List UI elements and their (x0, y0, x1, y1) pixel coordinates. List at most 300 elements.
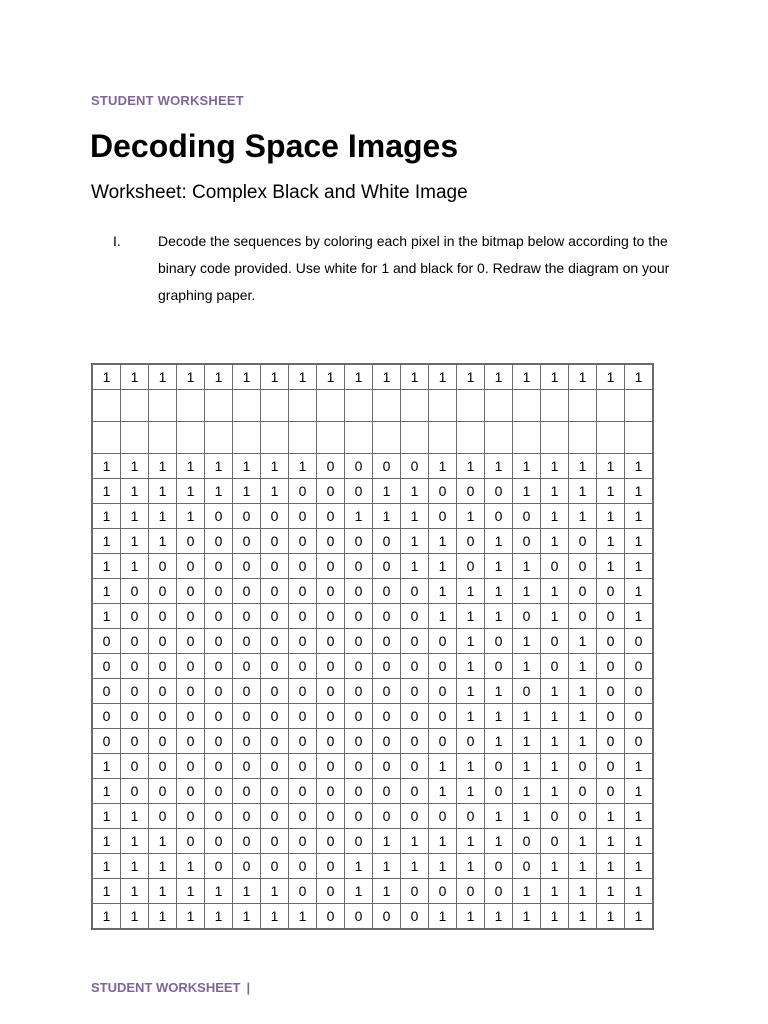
grid-cell: 1 (513, 754, 541, 779)
grid-cell: 1 (513, 779, 541, 804)
grid-row (92, 904, 653, 930)
grid-cell: 0 (401, 879, 429, 904)
grid-cell: 1 (569, 704, 597, 729)
grid-cell: 0 (457, 804, 485, 829)
grid-cell: 1 (625, 779, 654, 804)
grid-cell: 0 (205, 829, 233, 854)
grid-cell: 0 (233, 829, 261, 854)
grid-cell: 1 (625, 364, 654, 390)
grid-cell: 1 (569, 854, 597, 879)
grid-cell: 0 (149, 554, 177, 579)
grid-cell: 0 (317, 779, 345, 804)
grid-cell (261, 422, 289, 454)
grid-cell: 0 (261, 604, 289, 629)
grid-cell: 1 (569, 729, 597, 754)
grid-cell: 1 (625, 879, 654, 904)
grid-cell (401, 422, 429, 454)
grid-cell: 1 (541, 879, 569, 904)
grid-cell: 0 (149, 629, 177, 654)
grid-cell: 1 (149, 454, 177, 479)
grid-cell: 0 (485, 654, 513, 679)
grid-cell: 1 (92, 529, 121, 554)
grid-cell: 1 (457, 779, 485, 804)
grid-cell: 0 (597, 604, 625, 629)
grid-cell: 1 (513, 654, 541, 679)
grid-cell: 0 (261, 729, 289, 754)
grid-cell: 0 (92, 654, 121, 679)
grid-cell: 1 (149, 504, 177, 529)
grid-cell: 0 (289, 654, 317, 679)
grid-cell: 1 (317, 364, 345, 390)
grid-cell: 1 (205, 879, 233, 904)
grid-cell: 0 (289, 729, 317, 754)
grid-cell: 1 (429, 854, 457, 879)
grid-cell: 0 (569, 529, 597, 554)
grid-cell: 1 (429, 554, 457, 579)
grid-cell: 0 (149, 654, 177, 679)
grid-cell: 0 (597, 629, 625, 654)
grid-row (92, 629, 653, 654)
grid-cell: 0 (149, 579, 177, 604)
grid-cell: 1 (92, 829, 121, 854)
grid-cell: 1 (541, 904, 569, 930)
grid-cell: 0 (541, 804, 569, 829)
grid-cell: 0 (317, 629, 345, 654)
grid-cell: 1 (457, 629, 485, 654)
grid-cell: 0 (317, 579, 345, 604)
grid-cell: 0 (261, 679, 289, 704)
grid-cell: 0 (233, 754, 261, 779)
grid-cell: 0 (289, 704, 317, 729)
grid-cell: 1 (625, 904, 654, 930)
grid-cell: 1 (541, 604, 569, 629)
grid-cell: 1 (541, 579, 569, 604)
grid-cell: 0 (177, 729, 205, 754)
grid-cell: 1 (121, 854, 149, 879)
grid-cell: 1 (373, 879, 401, 904)
grid-cell: 0 (541, 654, 569, 679)
grid-cell: 0 (177, 679, 205, 704)
grid-cell: 1 (541, 679, 569, 704)
grid-cell: 0 (289, 579, 317, 604)
grid-cell: 1 (457, 679, 485, 704)
grid-cell: 0 (373, 729, 401, 754)
grid-cell: 0 (373, 454, 401, 479)
grid-cell: 0 (373, 529, 401, 554)
grid-cell: 0 (345, 479, 373, 504)
grid-cell: 1 (92, 804, 121, 829)
grid-cell: 0 (177, 704, 205, 729)
grid-row (92, 604, 653, 629)
grid-cell: 0 (373, 579, 401, 604)
grid-cell (373, 422, 401, 454)
grid-cell: 0 (289, 679, 317, 704)
grid-row (92, 454, 653, 479)
grid-cell: 1 (569, 479, 597, 504)
grid-cell: 1 (177, 904, 205, 930)
grid-row (92, 754, 653, 779)
grid-cell: 1 (597, 554, 625, 579)
grid-cell: 1 (401, 829, 429, 854)
grid-row (92, 829, 653, 854)
grid-cell: 1 (625, 754, 654, 779)
grid-cell: 0 (149, 779, 177, 804)
grid-cell: 0 (373, 679, 401, 704)
grid-cell: 0 (149, 804, 177, 829)
grid-cell: 0 (401, 579, 429, 604)
grid-cell: 1 (485, 454, 513, 479)
grid-cell: 0 (373, 779, 401, 804)
grid-cell: 1 (261, 904, 289, 930)
grid-cell: 1 (485, 904, 513, 930)
grid-cell: 1 (401, 529, 429, 554)
grid-cell (233, 422, 261, 454)
grid-cell: 1 (92, 904, 121, 930)
grid-cell: 0 (401, 729, 429, 754)
grid-cell: 1 (149, 479, 177, 504)
footer-separator: | (246, 980, 251, 995)
grid-cell: 1 (401, 854, 429, 879)
grid-cell: 0 (401, 679, 429, 704)
grid-cell: 1 (121, 479, 149, 504)
grid-cell: 1 (233, 479, 261, 504)
grid-cell: 0 (205, 529, 233, 554)
grid-cell: 0 (345, 904, 373, 930)
grid-cell: 1 (289, 364, 317, 390)
grid-cell: 0 (541, 554, 569, 579)
grid-cell: 0 (177, 579, 205, 604)
grid-cell: 1 (569, 454, 597, 479)
grid-row (92, 729, 653, 754)
grid-cell: 0 (569, 804, 597, 829)
grid-cell: 0 (513, 529, 541, 554)
grid-cell (541, 390, 569, 422)
grid-cell: 0 (177, 779, 205, 804)
grid-cell: 1 (569, 654, 597, 679)
grid-cell: 1 (121, 879, 149, 904)
grid-cell: 0 (457, 879, 485, 904)
grid-cell: 0 (261, 804, 289, 829)
grid-cell: 1 (457, 829, 485, 854)
grid-cell (541, 422, 569, 454)
grid-cell: 1 (92, 479, 121, 504)
grid-cell: 0 (429, 704, 457, 729)
grid-cell: 1 (625, 604, 654, 629)
grid-cell: 1 (485, 804, 513, 829)
grid-row (92, 554, 653, 579)
grid-cell: 1 (205, 364, 233, 390)
grid-cell: 0 (233, 704, 261, 729)
grid-cell: 1 (205, 904, 233, 930)
grid-cell: 1 (513, 629, 541, 654)
grid-cell: 1 (429, 604, 457, 629)
grid-cell (429, 390, 457, 422)
grid-cell: 0 (149, 604, 177, 629)
grid-cell: 0 (429, 479, 457, 504)
grid-cell: 0 (317, 879, 345, 904)
grid-cell: 1 (233, 364, 261, 390)
grid-cell: 0 (121, 629, 149, 654)
grid-cell: 1 (121, 529, 149, 554)
grid-cell: 1 (233, 904, 261, 930)
grid-cell (345, 390, 373, 422)
grid-cell: 1 (457, 579, 485, 604)
instruction-number: I. (113, 233, 121, 249)
grid-cell: 1 (457, 754, 485, 779)
grid-cell: 0 (373, 704, 401, 729)
grid-cell: 0 (289, 529, 317, 554)
grid-cell: 0 (401, 804, 429, 829)
grid-row (92, 854, 653, 879)
grid-cell: 1 (513, 579, 541, 604)
grid-cell: 0 (289, 754, 317, 779)
grid-cell: 0 (233, 729, 261, 754)
grid-cell (289, 390, 317, 422)
grid-cell: 0 (429, 654, 457, 679)
grid-cell: 0 (317, 654, 345, 679)
grid-cell: 0 (317, 854, 345, 879)
grid-cell: 1 (345, 854, 373, 879)
grid-cell: 0 (233, 554, 261, 579)
grid-cell: 0 (317, 504, 345, 529)
grid-cell: 0 (289, 504, 317, 529)
grid-row (92, 579, 653, 604)
grid-cell: 0 (289, 629, 317, 654)
grid-cell: 0 (345, 754, 373, 779)
grid-cell: 1 (513, 554, 541, 579)
grid-cell (261, 390, 289, 422)
grid-row (92, 679, 653, 704)
footer-label (91, 980, 250, 995)
grid-cell (92, 390, 121, 422)
header-label: STUDENT WORKSHEET (91, 93, 244, 108)
grid-cell: 0 (457, 729, 485, 754)
grid-cell: 1 (373, 829, 401, 854)
grid-cell: 1 (457, 364, 485, 390)
grid-cell: 0 (541, 829, 569, 854)
grid-cell: 0 (121, 729, 149, 754)
grid-cell: 0 (149, 679, 177, 704)
grid-cell: 1 (569, 364, 597, 390)
grid-cell: 0 (317, 804, 345, 829)
grid-cell: 0 (205, 804, 233, 829)
grid-cell (345, 422, 373, 454)
grid-cell: 0 (401, 654, 429, 679)
grid-cell: 1 (92, 554, 121, 579)
grid-cell: 0 (401, 779, 429, 804)
grid-cell: 0 (317, 704, 345, 729)
grid-cell: 0 (569, 579, 597, 604)
instruction-item (91, 228, 681, 309)
grid-cell: 1 (485, 579, 513, 604)
grid-cell: 0 (345, 804, 373, 829)
grid-cell: 1 (485, 554, 513, 579)
grid-cell (177, 390, 205, 422)
grid-cell: 1 (513, 904, 541, 930)
grid-cell: 0 (261, 779, 289, 804)
grid-cell: 1 (541, 529, 569, 554)
grid-cell: 0 (149, 754, 177, 779)
grid-cell: 1 (233, 879, 261, 904)
grid-cell: 0 (597, 754, 625, 779)
grid-cell: 0 (373, 654, 401, 679)
grid-cell: 1 (121, 904, 149, 930)
grid-cell: 1 (261, 879, 289, 904)
grid-cell: 1 (429, 829, 457, 854)
grid-row (92, 804, 653, 829)
grid-cell: 1 (121, 829, 149, 854)
grid-cell: 0 (233, 579, 261, 604)
grid-cell (625, 390, 654, 422)
grid-cell: 0 (485, 629, 513, 654)
grid-cell: 0 (233, 779, 261, 804)
grid-cell: 0 (233, 629, 261, 654)
grid-cell: 0 (345, 679, 373, 704)
grid-cell: 1 (149, 829, 177, 854)
grid-cell: 1 (513, 454, 541, 479)
grid-cell: 0 (373, 629, 401, 654)
grid-cell: 0 (233, 679, 261, 704)
grid-cell: 1 (401, 479, 429, 504)
grid-cell: 0 (317, 829, 345, 854)
grid-cell: 1 (457, 604, 485, 629)
grid-cell: 0 (597, 654, 625, 679)
grid-cell: 1 (597, 904, 625, 930)
grid-cell: 0 (317, 604, 345, 629)
grid-cell (177, 422, 205, 454)
grid-cell: 0 (401, 454, 429, 479)
grid-cell: 0 (345, 729, 373, 754)
grid-cell: 0 (597, 729, 625, 754)
grid-cell: 1 (92, 504, 121, 529)
grid-cell: 0 (205, 579, 233, 604)
grid-cell (457, 422, 485, 454)
grid-cell (625, 422, 654, 454)
grid-cell: 1 (569, 829, 597, 854)
grid-cell: 0 (597, 704, 625, 729)
grid-cell: 0 (429, 879, 457, 904)
grid-cell: 1 (177, 479, 205, 504)
grid-cell: 1 (92, 779, 121, 804)
grid-cell: 1 (625, 829, 654, 854)
grid-cell: 0 (205, 779, 233, 804)
grid-cell: 0 (149, 704, 177, 729)
grid-cell: 0 (401, 754, 429, 779)
grid-cell: 1 (513, 704, 541, 729)
grid-cell: 1 (625, 479, 654, 504)
grid-cell: 0 (205, 504, 233, 529)
grid-cell: 0 (317, 679, 345, 704)
grid-cell: 0 (289, 604, 317, 629)
grid-row (92, 779, 653, 804)
grid-row (92, 479, 653, 504)
grid-cell: 1 (597, 479, 625, 504)
grid-cell (121, 390, 149, 422)
grid-cell: 0 (457, 529, 485, 554)
grid-cell: 0 (317, 529, 345, 554)
grid-cell: 0 (317, 554, 345, 579)
grid-cell: 0 (233, 854, 261, 879)
grid-cell: 0 (569, 604, 597, 629)
grid-cell: 1 (541, 479, 569, 504)
grid-cell (289, 422, 317, 454)
grid-cell: 0 (345, 829, 373, 854)
grid-cell: 0 (233, 504, 261, 529)
grid-cell: 0 (177, 654, 205, 679)
grid-cell: 1 (457, 504, 485, 529)
grid-row (92, 879, 653, 904)
grid-cell (233, 390, 261, 422)
grid-cell: 1 (597, 454, 625, 479)
grid-cell: 1 (401, 504, 429, 529)
grid-cell: 1 (513, 364, 541, 390)
grid-cell: 0 (261, 529, 289, 554)
grid-cell: 0 (289, 804, 317, 829)
grid-cell: 0 (569, 754, 597, 779)
grid-cell: 1 (429, 579, 457, 604)
grid-cell: 1 (373, 479, 401, 504)
grid-cell: 0 (345, 604, 373, 629)
grid-cell: 0 (513, 854, 541, 879)
grid-cell: 1 (233, 454, 261, 479)
grid-cell (205, 390, 233, 422)
grid-cell: 0 (513, 829, 541, 854)
grid-cell (597, 422, 625, 454)
grid-cell: 1 (149, 854, 177, 879)
grid-cell: 1 (177, 854, 205, 879)
grid-cell: 0 (289, 879, 317, 904)
grid-cell: 1 (485, 679, 513, 704)
grid-cell: 0 (205, 554, 233, 579)
grid-cell: 0 (289, 854, 317, 879)
grid-cell (457, 390, 485, 422)
grid-cell: 1 (597, 879, 625, 904)
grid-row (92, 654, 653, 679)
grid-cell: 1 (485, 604, 513, 629)
grid-cell: 0 (233, 804, 261, 829)
grid-cell (429, 422, 457, 454)
grid-cell: 0 (625, 629, 654, 654)
grid-cell: 0 (233, 654, 261, 679)
grid-cell: 1 (597, 364, 625, 390)
grid-cell: 1 (457, 654, 485, 679)
grid-cell: 0 (177, 629, 205, 654)
grid-row (92, 422, 653, 454)
grid-cell: 1 (485, 364, 513, 390)
grid-cell (485, 422, 513, 454)
grid-cell: 1 (289, 454, 317, 479)
grid-cell: 1 (92, 754, 121, 779)
grid-cell: 0 (345, 529, 373, 554)
grid-cell: 1 (205, 479, 233, 504)
grid-cell: 0 (485, 779, 513, 804)
grid-cell: 1 (513, 479, 541, 504)
grid-cell: 0 (289, 479, 317, 504)
grid-cell: 0 (625, 654, 654, 679)
grid-cell: 0 (373, 604, 401, 629)
grid-cell: 1 (345, 504, 373, 529)
grid-cell: 0 (261, 554, 289, 579)
grid-cell: 1 (92, 579, 121, 604)
grid-cell: 0 (177, 529, 205, 554)
grid-cell: 1 (429, 529, 457, 554)
grid-cell: 1 (569, 879, 597, 904)
grid-cell: 1 (457, 904, 485, 930)
grid-cell (92, 422, 121, 454)
grid-cell (373, 390, 401, 422)
grid-cell: 0 (261, 629, 289, 654)
grid-row (92, 529, 653, 554)
